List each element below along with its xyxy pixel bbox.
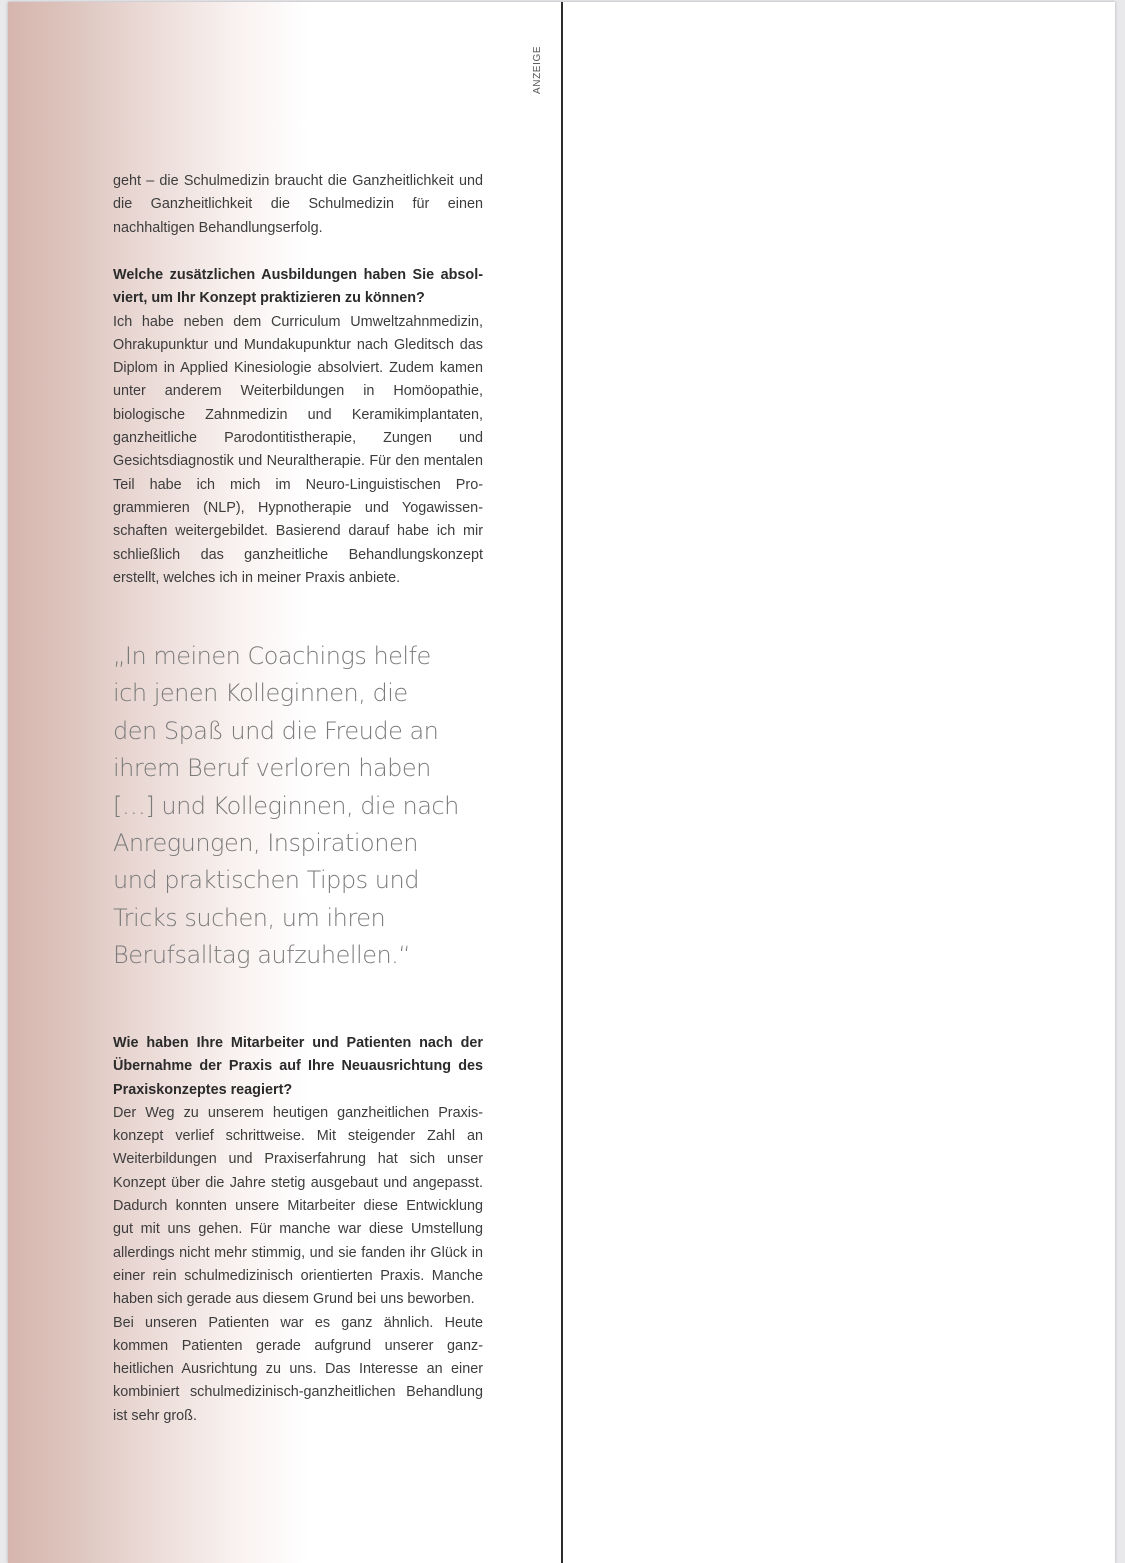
ad-label: ANZEIGE: [532, 45, 543, 94]
pull-quote-line: […] und Kolleginnen, die nach: [113, 791, 459, 820]
pull-quote-line: ich jenen Kolleginnen, die: [113, 679, 408, 708]
interview-question-2: Wie haben Ihre Mitarbeiter und Patienten nach der Übernahme der Praxis auf Ihre Neuausrichtung des Praxiskonzeptes reagiert?: [113, 1035, 483, 1098]
interview-section-1: [113, 264, 483, 590]
interview-answer-1: Ich habe neben dem Curriculum Umweltzahnmedizin, Ohrakupunktur und Mundakupunktur nach Gleditsch das Diplom in Applied Kinesiologie absolviert. Zudem kamen unter anderem Weiterbildungen in Homöopathie, biologische Zahnmedizin und Keramikimplantaten, ganzheitliche Parodontitistherapie, Zungen und Gesichtsdiagnostik und Neuraltherapie. Für den mentalen Teil habe ich mich im Neuro-Linguistischen Programmieren (NLP), Hypnotherapie und Yogawissenschaften weitergebildet. Basierend darauf habe ich mir schließlich das ganzheitliche Behandlungskonzept erstellt, welches ich in meiner Praxis anbiete.: [113, 313, 483, 586]
intro-paragraph-block: [113, 170, 483, 240]
pull-quote-line: „In meinen Coachings helfe: [113, 642, 431, 670]
column-divider-line: [561, 2, 563, 1563]
intro-paragraph: geht – die Schulmedizin braucht die Ganzheitlichkeit und die Ganzheitlichkeit die Schulmedizin für einen nachhaltigen Behandlungserfolg.: [113, 173, 483, 236]
pull-quote-line: Anregungen, Inspirationen: [113, 829, 418, 858]
interview-answer-2-paragraph-1: Der Weg zu unserem heutigen ganzheitlichen Praxiskonzept verlief schrittweise. Mit steigender Zahl an Weiterbildungen und Praxiserfahrung hat sich unser Konzept über die Jahre stetig ausgebaut und angepasst. Dadurch konnten unsere Mitarbeiter diese Entwicklung gut mit uns gehen. Für manche war diese Umstellung allerdings nicht mehr stimmig, und sie fanden ihr Glück in einer rein schulmedizinisch orientierten Praxis. Manche haben sich gerade aus diesem Grund bei uns beworben.: [113, 1104, 483, 1308]
pull-quote-line: Tricks suchen, um ihren: [113, 903, 386, 932]
pull-quote-line: Berufsalltag aufzuhellen.“: [113, 941, 411, 970]
interview-question-1: Welche zusätzlichen Ausbildungen haben Sie absolviert, um Ihr Konzept praktizieren zu können?: [113, 267, 483, 307]
pull-quote-line: und praktischen Tipps und: [113, 866, 419, 895]
interview-answer-2-paragraph-2: Bei unseren Patienten war es ganz ähnlich. Heute kommen Patienten gerade aufgrund unserer ganzheitlichen Ausrichtung zu uns. Das Interesse an einer kombiniert schulmedizinisch-ganzheitlichen Behandlung ist sehr groß.: [113, 1314, 483, 1424]
interview-section-2: [113, 1032, 483, 1428]
pull-quote-line: ihrem Beruf verloren haben: [113, 754, 431, 783]
pull-quote-line: den Spaß und die Freude an: [113, 716, 439, 745]
document-page: [8, 2, 1115, 1563]
pull-quote: [113, 638, 459, 975]
